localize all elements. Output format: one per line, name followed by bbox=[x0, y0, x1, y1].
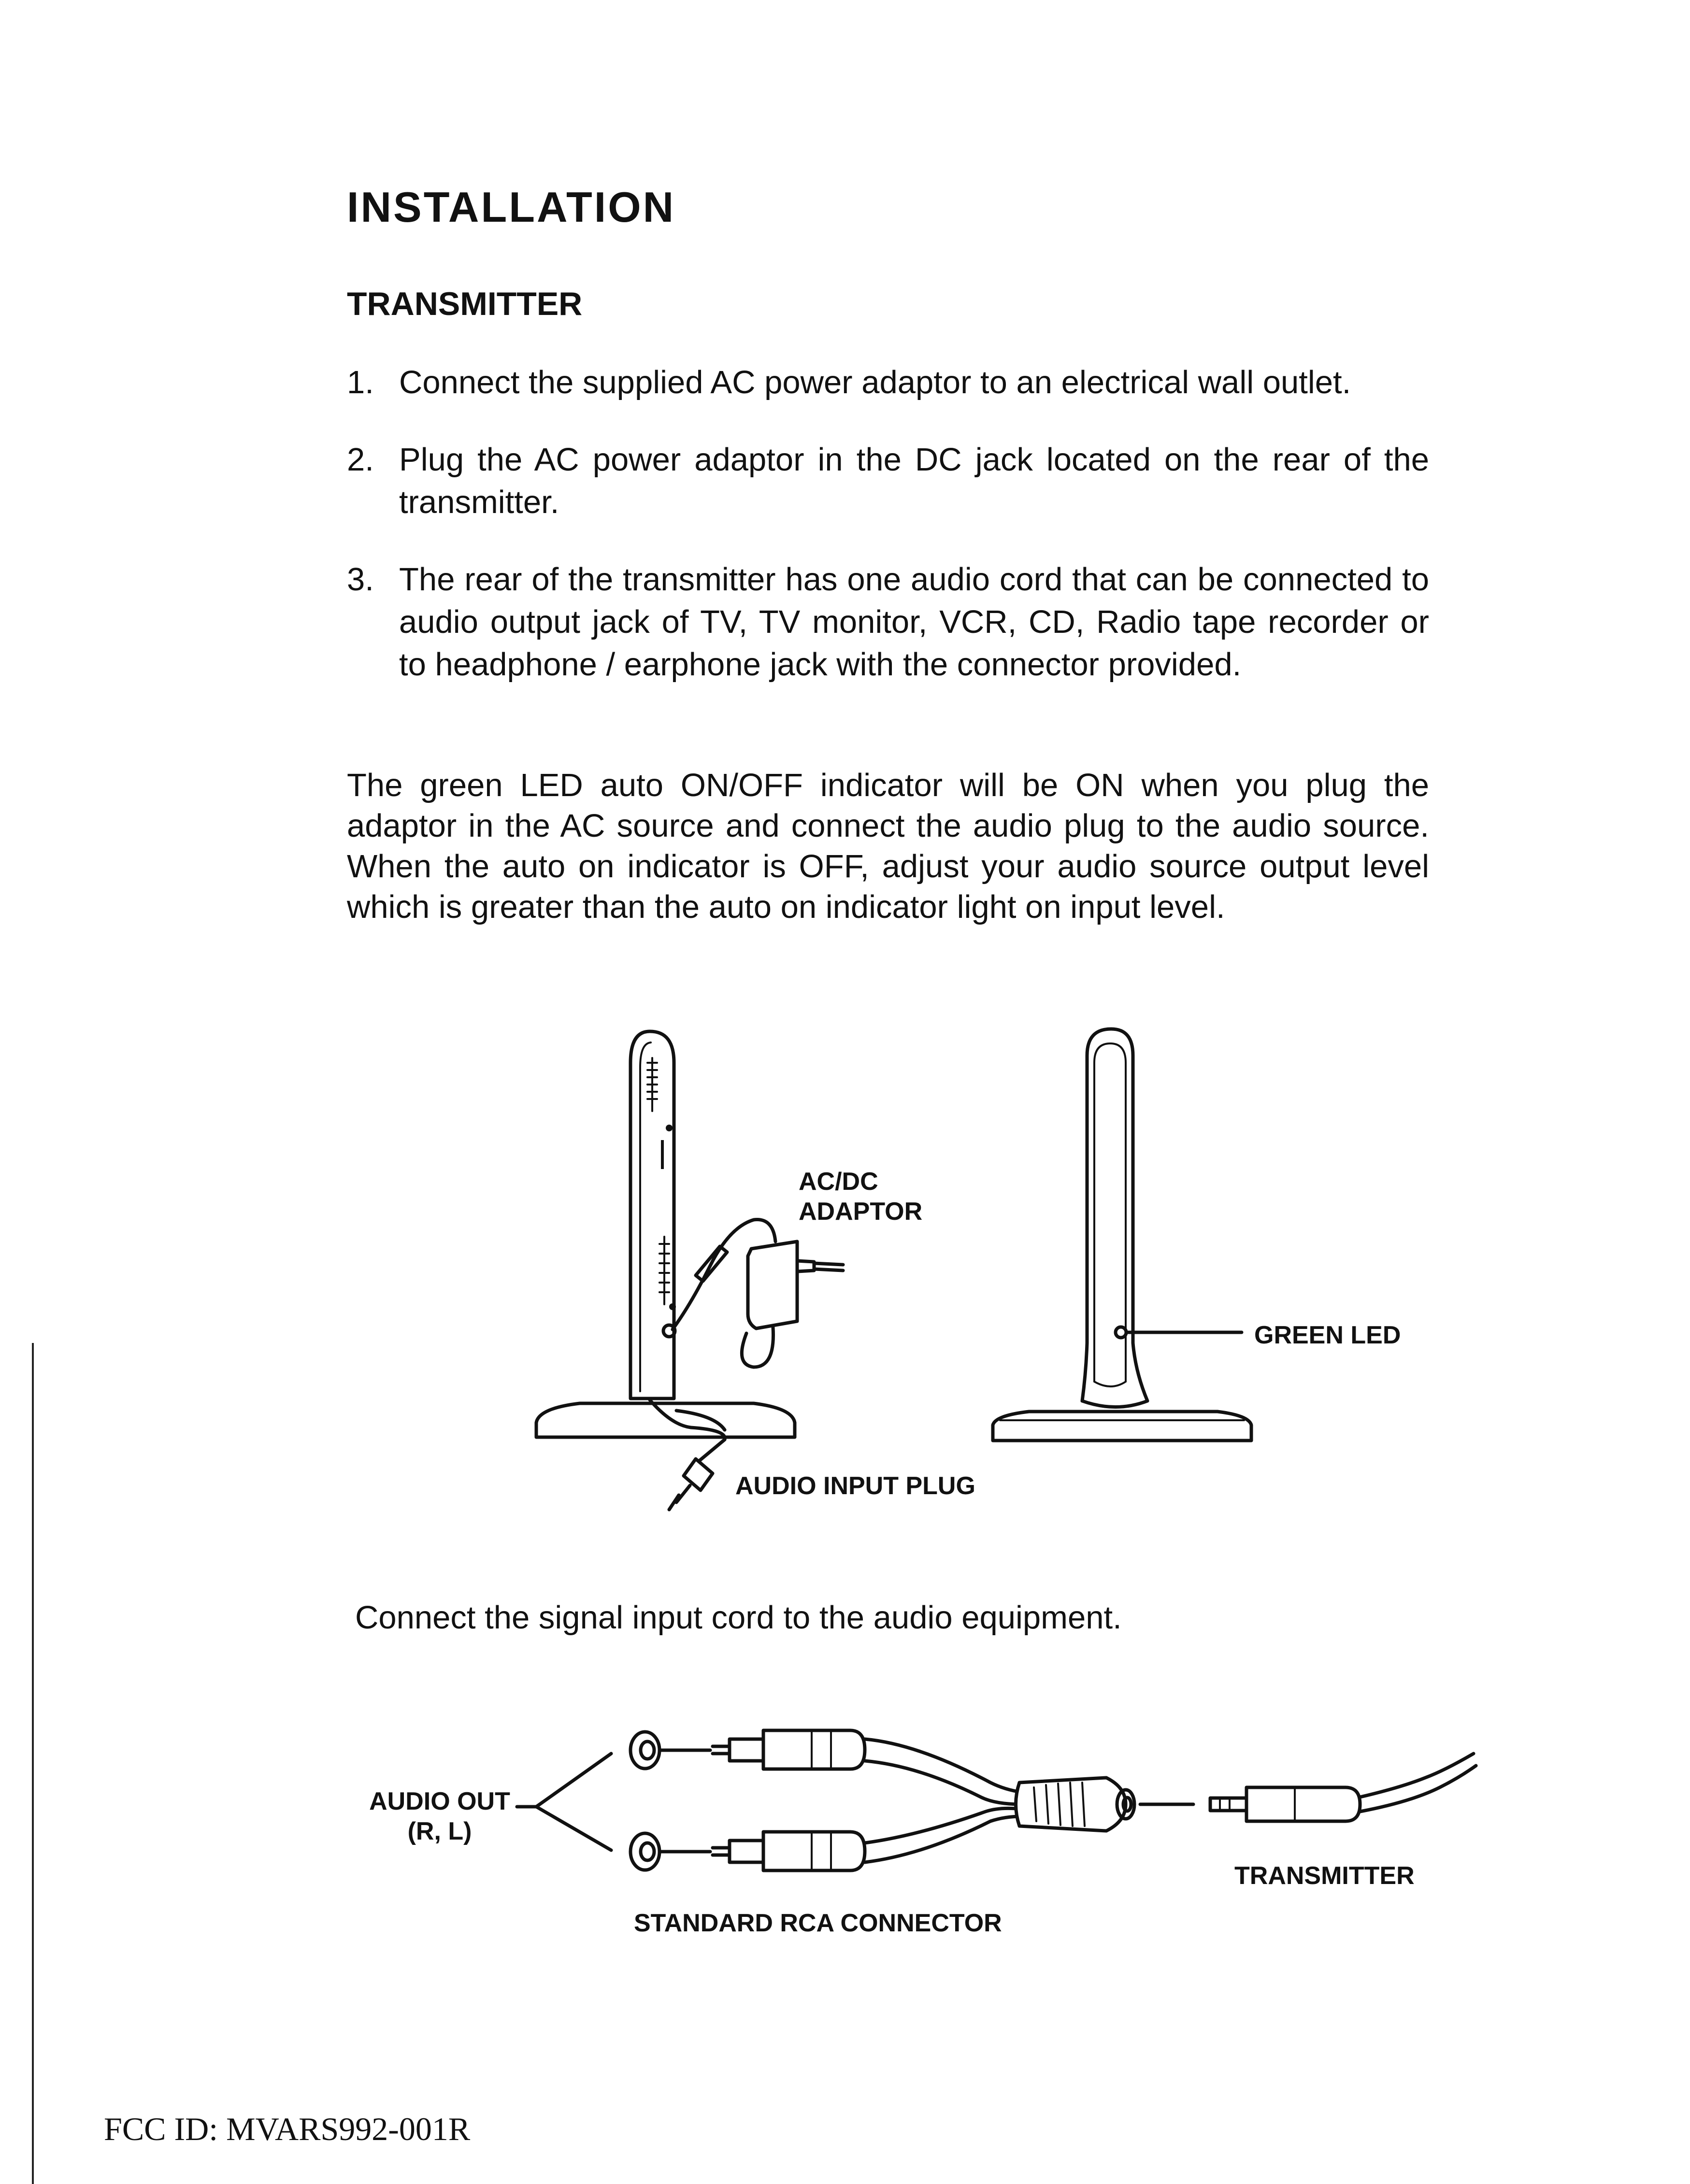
rca-jack-bottom bbox=[630, 1833, 710, 1870]
mini-plug-cord bbox=[1210, 1754, 1476, 1821]
fcc-id-footer: FCC ID: MVARS992-001R bbox=[104, 2111, 471, 2147]
acdc-label-line2: ADAPTOR bbox=[799, 1198, 923, 1226]
rca-plug-bottom bbox=[713, 1808, 1022, 1870]
connect-instruction: Connect the signal input cord to the audio equipment. bbox=[355, 1599, 1122, 1636]
audio-out-line1: AUDIO OUT bbox=[369, 1787, 510, 1815]
audio-input-plug-label: AUDIO INPUT PLUG bbox=[735, 1472, 975, 1500]
rca-plug-top bbox=[713, 1730, 1022, 1804]
step-text: Connect the supplied AC power adaptor to an electrical wall outlet. bbox=[399, 364, 1351, 400]
audio-out-label bbox=[360, 1786, 519, 1846]
page-heading: INSTALLATION bbox=[347, 183, 676, 231]
step-number: 3. bbox=[347, 561, 374, 598]
audio-out-line2: (R, L) bbox=[407, 1817, 472, 1845]
step-number: 2. bbox=[347, 442, 374, 478]
rca-to-mini-adaptor bbox=[1016, 1778, 1194, 1831]
transmitter-label: TRANSMITTER bbox=[1234, 1862, 1415, 1890]
step-text: The rear of the transmitter has one audio cord that can be connected to audio output jack of TV, TV monitor, VCR, CD, Radio tape recorder or to headphone / earphone jack with the connector provided. bbox=[399, 561, 1429, 683]
rca-connector-label: STANDARD RCA CONNECTOR bbox=[634, 1909, 1002, 1937]
step-text: Plug the AC power adaptor in the DC jack located on the rear of the transmitter. bbox=[399, 442, 1429, 520]
acdc-label-line1: AC/DC bbox=[799, 1168, 878, 1196]
led-indicator-paragraph: The green LED auto ON/OFF indicator will be ON when you plug the adaptor in the AC source and connect the audio plug to the audio source. When the auto on indicator is OFF, adjust your audio source output level which is greater than the auto on indicator light on input level. bbox=[347, 767, 1429, 925]
green-led-label: GREEN LED bbox=[1254, 1321, 1401, 1349]
rca-jack-top bbox=[630, 1732, 710, 1769]
section-heading: TRANSMITTER bbox=[347, 285, 583, 322]
step-number: 1. bbox=[347, 364, 374, 400]
